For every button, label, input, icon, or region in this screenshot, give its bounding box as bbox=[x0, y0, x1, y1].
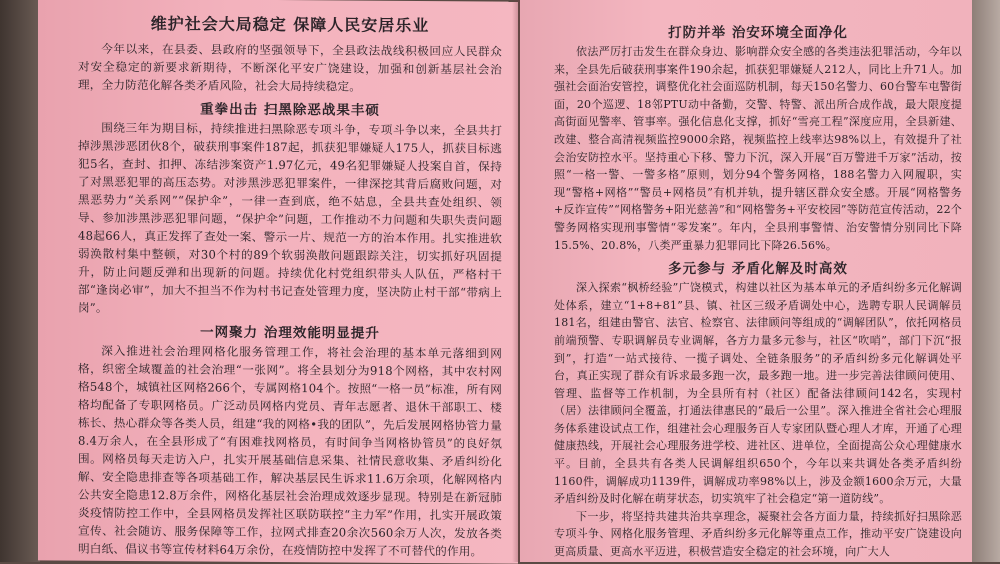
section-body-mediation: 深入探索“枫桥经验”广饶模式，构建以社区为基本单元的矛盾纠纷多元化解调处体系，建立“1+8+81”县、镇、社区三级矛盾调处中心，选聘专职人民调解员181名，组建由警官、法官、检察官、法律顾问等组成的“调解团队”，依托网格员前端预警、专职调解员专业调解，各方力量多元参与，社区“吹哨”，部门下沉“报到”，打造“一站式接待、一揽子调处、全链条服务”的矛盾纠纷多元化解调处平台，真正实现了群众有诉求最多跑一次，最多跑一地。进一步完善法律顾问使用、管理、监督等工作机制，为全县所有村（社区）配备法律顾问142名，实现村（居）法律顾问全覆盖，打通法律惠民的“最后一公里”。深入推进全省社会心理服务体系建设试点工作，组建社会心理服务百人专家团队暨心理人才库，开通了心理健康热线，开展社会心理服务进学校、进社区、进单位，全面提高公众心理健康水平。目前，全县共有各类人民调解组织650个，今年以来共调处各类矛盾纠纷1160件，调解成功1139件，调解成功率98%以上，涉及金额1600余万元，大量矛盾纠纷及时化解在萌芽状态，切实筑牢了社会稳定“第一道防线”。 bbox=[554, 281, 962, 506]
closing-paragraph: 下一步，将坚持共建共治共享理念，凝聚社会各方面力量，持续抓好扫黑除恶专项斗争、网格化服务管理、矛盾纠纷多元化解等重点工作，推动平安广饶建设向更高质量、更高水平迈进，积极营造安全稳定的社会环境，向广大人 bbox=[554, 509, 962, 559]
section-heading-mediation: 多元参与 矛盾化解及时高效 bbox=[668, 261, 848, 278]
section-heading-crackdown: 重拳出击 扫黑除恶战果丰硕 bbox=[200, 101, 380, 119]
background-left bbox=[0, 0, 40, 562]
right-page bbox=[520, 0, 972, 562]
left-page bbox=[38, 0, 518, 564]
section-heading-grid: 一网聚力 治理效能明显提升 bbox=[200, 324, 380, 342]
section-body-grid: 深入推进社会治理网格化服务管理工作，将社会治理的基本单元落细到网格，织密全域覆盖的社会治理“一张网”。将全县划分为918个网格，其中农村网格548个，城镇社区网格266个，专属网格104个。按照“一格一员”标准，所有网格均配备了专职网格员。广泛动员网格内党员、青年志愿者、退休干部职工、楼栋长、热心群众等各类人员，组建“我的网格•我的团队”，先后发展网格协管力量8.4万余人，在全县形成了“有困难找网格员，有时间争当网格协管员”的良好氛围。网格员每天走访入户，扎实开展基础信息采集、社情民意收集、矛盾纠纷化解、安全隐患排查等各项基础工作，解决基层民生诉求11.6万余项，化解网格内公共安全隐患12.8万余件，网格化基层社会治理成效逐步显现。特别是在新冠肺炎疫情防控工作中，全县网格员发挥社区联防联控“主力军”作用，扎实开展政策宣传、社会随访、服务保障等工作，拉网式排查20余次560余万人次，发放各类明白纸、倡议书等宣传材料64万余份，在疫情防控中发挥了不可替代的作用。 bbox=[78, 343, 502, 559]
section-body-crackdown: 围绕三年为期目标，持续推进扫黑除恶专项斗争，专项斗争以来，全县共打掉涉黑涉恶团伙8个，破获刑事案件187起，抓获犯罪嫌疑人175人，抓获目标逃犯5名，查封、扣押、冻结涉案资产1.97亿元，49名犯罪嫌疑人投案自首，保持了对黑恶犯罪的高压态势。对涉黑涉恶犯罪案件，一律深挖其背后腐败问题，对黑恶势力“关系网”“保护伞”，一律一查到底，绝不姑息，全县共查处组织、领导、参加涉黑涉恶犯罪问题，“保护伞”问题，工作推动不力问题和失职失责问题48起66人，真正发挥了查处一案、警示一片、规范一方的治本作用。扎实推进软弱涣散村集中整顿，对30个村的89个软弱涣散问题跟踪关注，切实抓好巩固提升，防止问题反弹和出现新的问题。持续优化村党组织带头人队伍，严格村干部“逢岗必审”，加大不担当不作为村书记查处管理力度，坚决防止村干部“带病上岗”。 bbox=[78, 120, 502, 315]
section-heading-security: 打防并举 治安环境全面净化 bbox=[668, 25, 848, 41]
background-right bbox=[970, 0, 1000, 562]
intro-paragraph: 今年以来，在县委、县政府的坚强领导下，全县政法战线积极回应人民群众对安全稳定的新要求新期待，不断深化平安广饶建设，加强和创新基层社会治理，全力防范化解各类矛盾风险，社会大局持续稳定。 bbox=[78, 41, 502, 94]
page-title: 维护社会大局稳定 保障人民安居乐业 bbox=[150, 14, 430, 36]
section-body-security: 依法严厉打击发生在群众身边、影响群众安全感的各类违法犯罪活动，今年以来，全县先后破获刑事案件190余起，抓获犯罪嫌疑人212人，同比上升71人。加强社会面治安管控，调整优化社会面巡防机制，每天150名警力、60台警车屯警街面，20个巡逻、18邻PTU动中备勤，交警、特警、派出所合成作战，最大限度提高街面见警率、管事率。强化信息化支撑，抓好“雪亮工程”深度应用，全县新建、改建、整合高清视频监控9000余路，视频监控上线率达98%以上，有效提升了社会治安防控水平。坚持重心下移、警力下沉，深入开展“百万警进千万家”活动，按照“一格一警、一警多格”原则，划分94个警务网格，188名警力入网履职，实现“警格+网格”“警员+网格员”有机并轨，提升辖区群众安全感。开展“网格警务+反诈宣传”“网格警务+阳光慈善”和“网格警务+平安校园”等防范宣传活动，22个警务网格实现刑事警情“零发案”。年内，全县刑事警情、治安警情分别同比下降15.5%、20.8%，八类严重暴力犯罪同比下降26.56%。 bbox=[554, 45, 962, 252]
